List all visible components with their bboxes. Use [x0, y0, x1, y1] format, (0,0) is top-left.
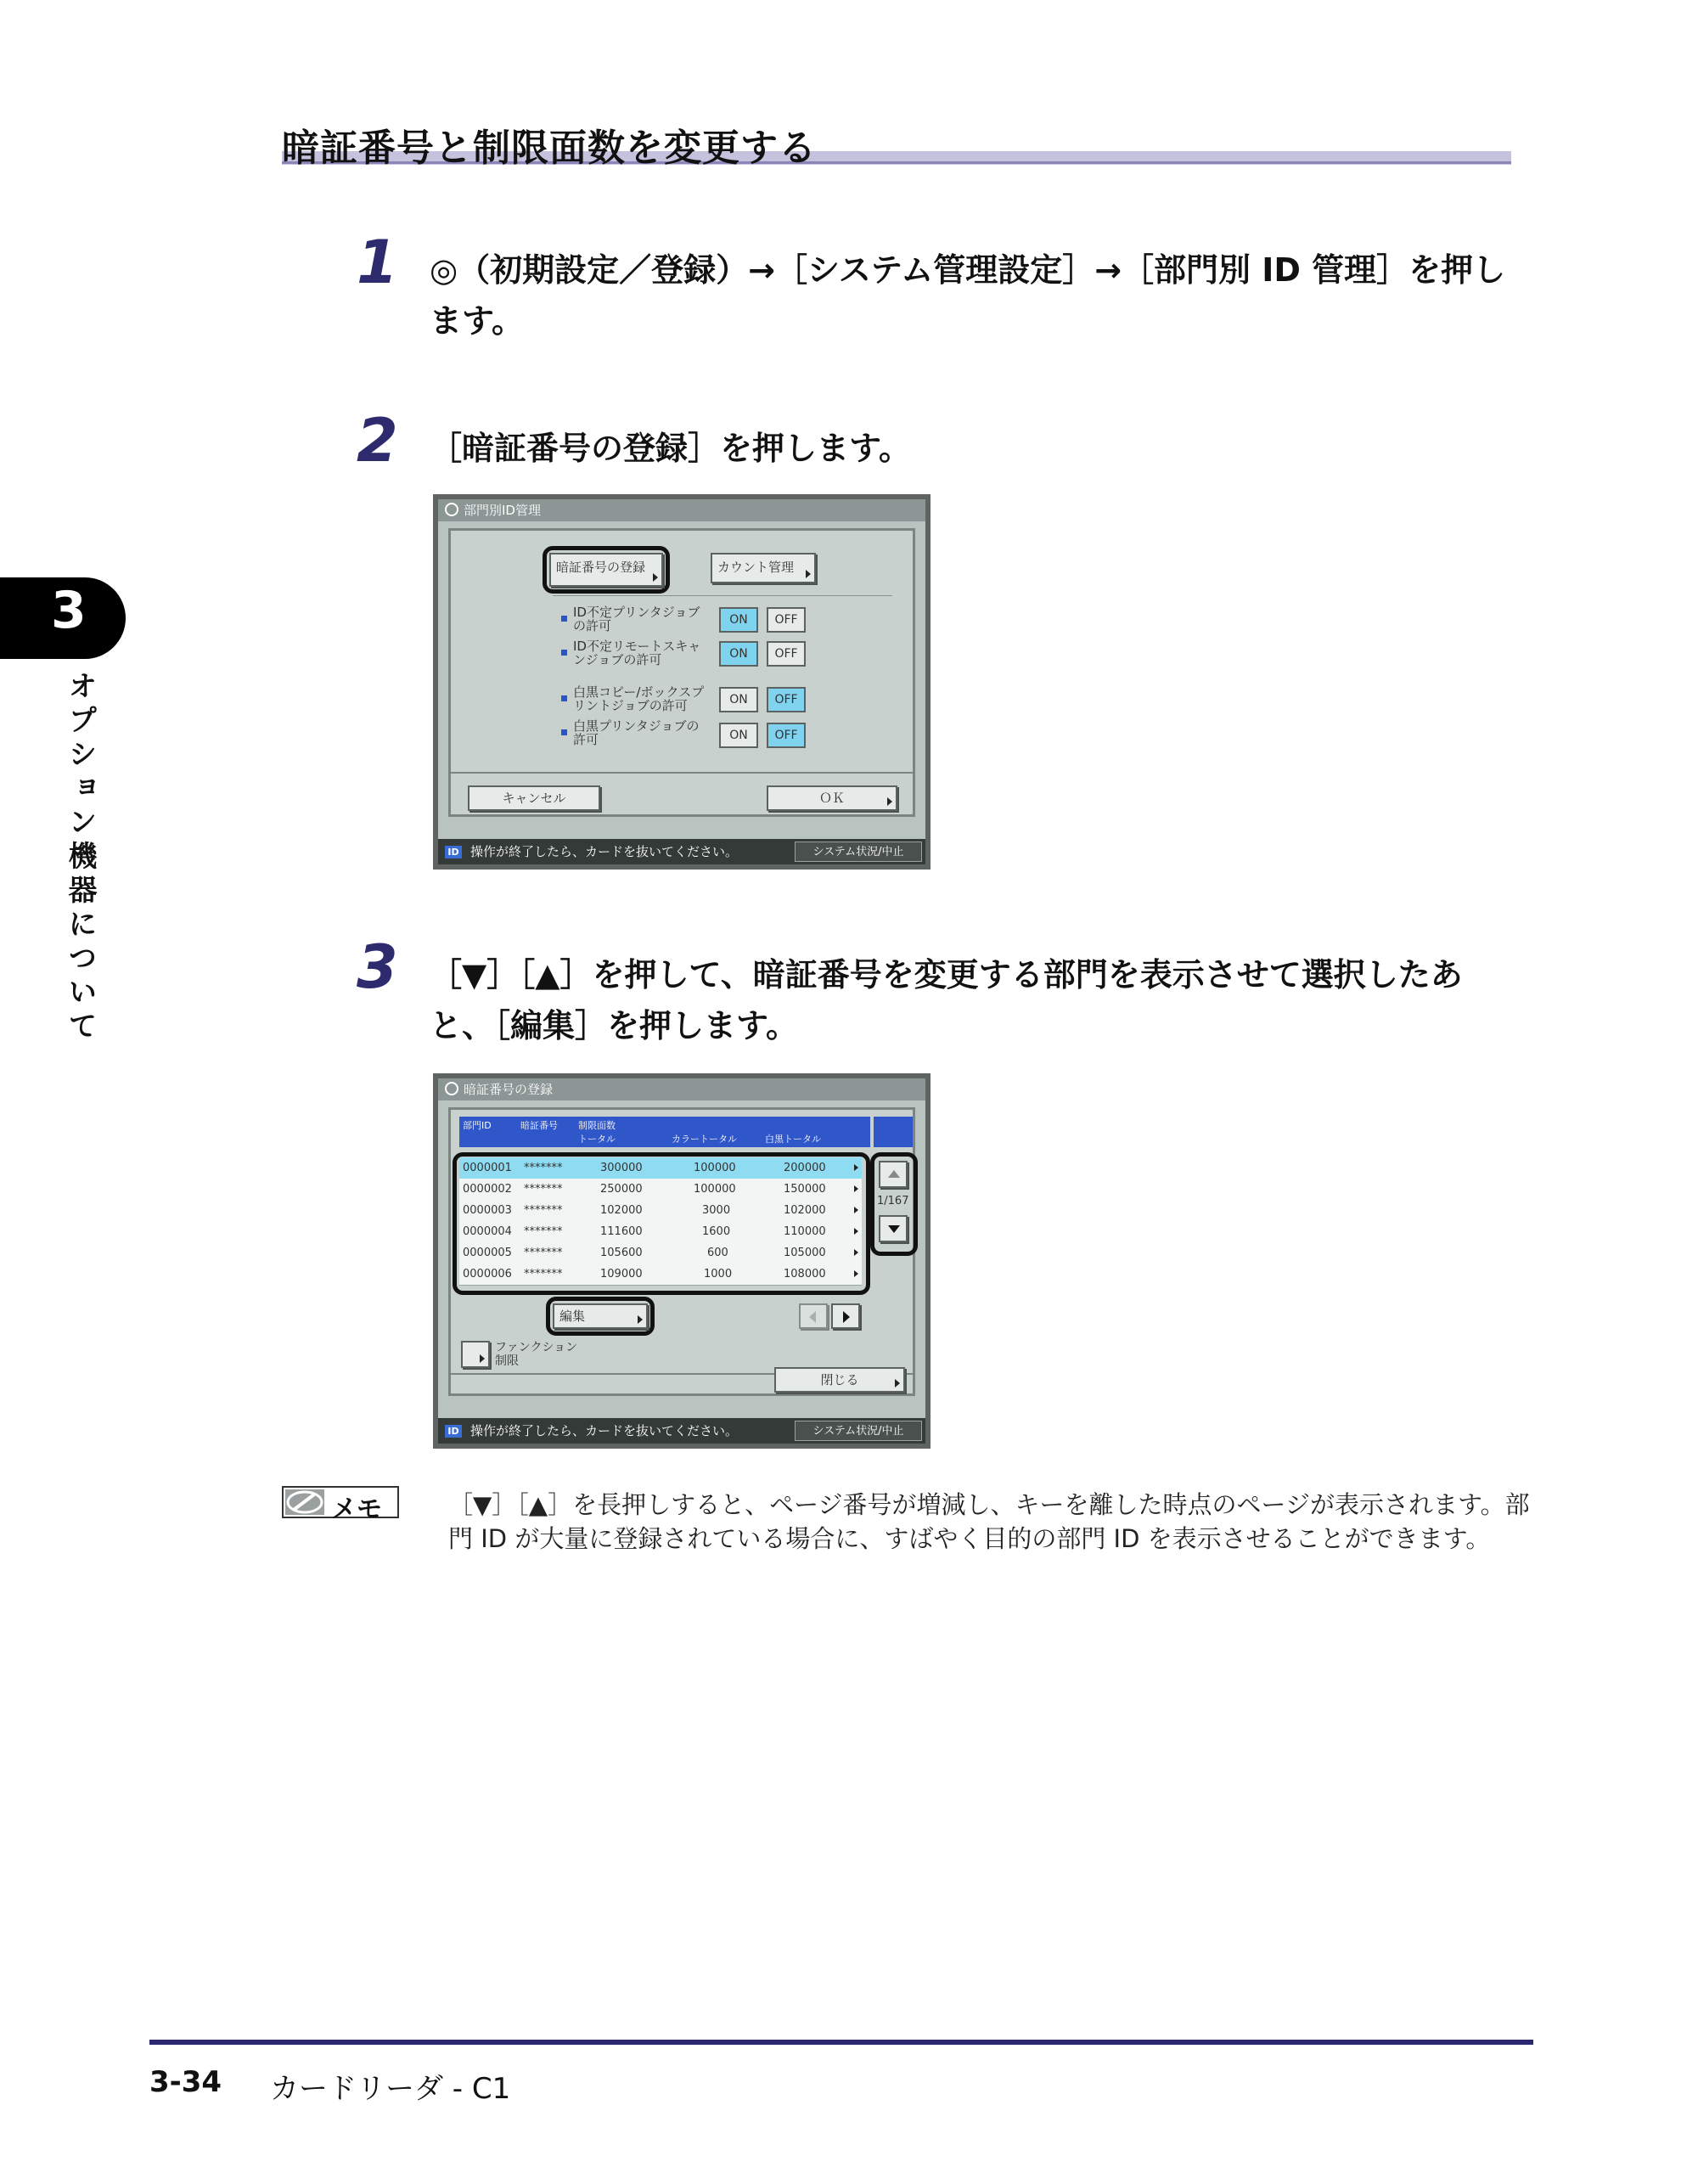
cell-id: 0000003: [463, 1204, 512, 1217]
status-message: 操作が終了したら、カードを抜いてください。: [470, 1423, 739, 1438]
header-bw-total: 白黒トータル: [765, 1134, 821, 1145]
settings-panel: [448, 528, 915, 817]
cell-bw: 102000: [784, 1204, 826, 1217]
arrow-right-icon: [854, 1228, 858, 1235]
table-row[interactable]: [459, 1242, 862, 1264]
cell-bw: 110000: [784, 1225, 826, 1238]
page-number: 3-34: [149, 2065, 222, 2099]
cell-total: 105600: [600, 1247, 643, 1259]
cell-color: 100000: [694, 1162, 736, 1174]
cell-id: 0000005: [463, 1247, 512, 1259]
list-panel: [448, 1107, 915, 1396]
step-number: 2: [357, 406, 398, 476]
function-limit-label: ファンクション制限: [495, 1341, 578, 1368]
close-button[interactable]: [774, 1367, 905, 1393]
footer-title: カードリーダ - C1: [270, 2072, 511, 2106]
enter-icon: [887, 797, 892, 806]
header-total: トータル: [578, 1134, 616, 1145]
on-toggle[interactable]: ON: [719, 641, 758, 667]
arrow-right-icon: [854, 1249, 858, 1256]
arrow-right-icon: [806, 570, 811, 578]
system-status-button[interactable]: システム状況/中止: [795, 1421, 922, 1441]
cell-bw: 200000: [784, 1162, 826, 1174]
cell-total: 102000: [600, 1204, 643, 1217]
scroll-up-button[interactable]: [879, 1161, 908, 1188]
screen-title: 部門別ID管理: [464, 503, 541, 518]
step-number: 3: [357, 932, 398, 1002]
page-indicator: 1/167: [877, 1195, 909, 1207]
arrow-right-icon: [653, 573, 658, 582]
table-row[interactable]: [459, 1264, 862, 1286]
ok-label: ＯＫ: [818, 791, 845, 806]
status-bar: [438, 839, 925, 864]
arrow-right-icon: [854, 1270, 858, 1277]
memo-label: メモ: [331, 1494, 382, 1524]
cell-color: 1600: [702, 1225, 731, 1238]
option-label: 白黒コピー/ボックスプリントジョブの許可: [573, 684, 705, 713]
scroll-down-button[interactable]: [879, 1215, 908, 1242]
cell-total: 250000: [600, 1183, 643, 1196]
table-row[interactable]: [459, 1221, 862, 1243]
on-toggle[interactable]: ON: [719, 723, 758, 748]
on-toggle[interactable]: ON: [719, 607, 758, 633]
cell-color: 600: [707, 1247, 728, 1259]
page-right-button[interactable]: [831, 1303, 860, 1329]
arrow-right-icon: [854, 1207, 858, 1213]
arrow-right-icon: [480, 1354, 485, 1363]
enter-icon: [895, 1379, 900, 1388]
status-message: 操作が終了したら、カードを抜いてください。: [470, 844, 739, 859]
step-text: ◎（初期設定／登録）→［システム管理設定］→［部門別 ID 管理］を押します。: [430, 251, 1506, 340]
off-toggle[interactable]: OFF: [767, 607, 806, 633]
triangle-right-icon: [843, 1311, 850, 1323]
option-label: ID不定リモートスキャンジョブの許可: [573, 639, 701, 667]
page-left-button[interactable]: [799, 1303, 828, 1329]
screen-title-bar: [438, 499, 925, 521]
cell-pin: *******: [524, 1225, 563, 1238]
cell-bw: 150000: [784, 1183, 826, 1196]
register-pin-button[interactable]: [549, 553, 663, 587]
footer-rule: [149, 2040, 1533, 2045]
settings-icon: [445, 503, 458, 516]
table-row[interactable]: [459, 1157, 862, 1179]
triangle-down-icon: [888, 1225, 900, 1233]
edit-button[interactable]: [553, 1303, 648, 1329]
cell-bw: 105000: [784, 1247, 826, 1259]
pin-registration-screen: [433, 1073, 931, 1449]
memo-text: ［▼］［▲］を長押しすると、ページ番号が増減し、キーを離した時点のページが表示されます。部門 ID が大量に登録されている場合に、すばやく目的の部門 ID を表示させることができます。: [448, 1490, 1530, 1553]
triangle-up-icon: [888, 1170, 900, 1178]
cell-pin: *******: [524, 1162, 563, 1174]
bullet-icon: [561, 616, 567, 622]
off-toggle[interactable]: OFF: [767, 641, 806, 667]
cell-id: 0000002: [463, 1183, 512, 1196]
count-management-label: カウント管理: [717, 560, 795, 575]
cell-total: 300000: [600, 1162, 643, 1174]
settings-icon: [445, 1082, 458, 1095]
triangle-left-icon: [809, 1311, 816, 1323]
screen-title: 暗証番号の登録: [464, 1082, 554, 1097]
screen-title-bar: [438, 1078, 925, 1100]
close-label: 閉じる: [820, 1372, 859, 1388]
table-header: [459, 1117, 870, 1147]
chapter-number: 3: [51, 581, 87, 640]
arrow-right-icon: [854, 1185, 858, 1192]
arrow-right-icon: [854, 1164, 858, 1171]
id-badge: ID: [445, 846, 462, 858]
divider: [553, 595, 892, 596]
option-label: ID不定プリンタジョブの許可: [573, 605, 700, 633]
cell-color: 1000: [704, 1268, 733, 1281]
edit-label: 編集: [559, 1309, 586, 1324]
cell-total: 109000: [600, 1268, 643, 1281]
cell-color: 3000: [702, 1204, 731, 1217]
table-header-end: [874, 1117, 913, 1147]
cell-pin: *******: [524, 1247, 563, 1259]
system-status-button[interactable]: システム状況/中止: [795, 842, 922, 862]
off-toggle[interactable]: OFF: [767, 687, 806, 712]
bullet-icon: [561, 729, 567, 735]
dept-id-management-screen: [433, 494, 931, 870]
option-label: 白黒プリンタジョブの許可: [573, 718, 700, 747]
cell-id: 0000006: [463, 1268, 512, 1281]
cancel-button[interactable]: キャンセル: [468, 785, 600, 811]
step-number: 1: [357, 228, 398, 297]
header-limit: 制限面数: [578, 1120, 616, 1131]
register-pin-label: 暗証番号の登録: [556, 560, 646, 575]
section-title: 暗証番号と制限面数を変更する: [282, 127, 817, 170]
off-toggle[interactable]: OFF: [767, 723, 806, 748]
bullet-icon: [561, 650, 567, 656]
chapter-label: オプション機器について: [63, 671, 97, 1044]
cell-id: 0000001: [463, 1162, 512, 1174]
function-limit-button[interactable]: [461, 1341, 490, 1368]
cell-pin: *******: [524, 1183, 563, 1196]
status-bar: [438, 1418, 925, 1444]
step-text: ［暗証番号の登録］を押します。: [430, 430, 911, 467]
header-pin: 暗証番号: [520, 1120, 558, 1131]
table-row[interactable]: [459, 1179, 862, 1201]
cell-total: 111600: [600, 1225, 643, 1238]
header-dept-id: 部門ID: [463, 1120, 492, 1131]
bullet-icon: [561, 695, 567, 701]
pencil-glyph-icon: [285, 1489, 324, 1515]
id-badge: ID: [445, 1425, 462, 1438]
count-management-button[interactable]: [711, 553, 816, 583]
cell-id: 0000004: [463, 1225, 512, 1238]
divider: [451, 772, 913, 774]
arrow-right-icon: [638, 1315, 643, 1324]
step-text: ［▼］［▲］を押して、暗証番号を変更する部門を表示させて選択したあと、［編集］を押します。: [430, 956, 1463, 1044]
cell-color: 100000: [694, 1183, 736, 1196]
table-row[interactable]: [459, 1200, 862, 1222]
on-toggle[interactable]: ON: [719, 687, 758, 712]
ok-button[interactable]: [767, 785, 897, 811]
pencil-icon: [285, 1489, 324, 1515]
header-color-total: カラートータル: [672, 1134, 737, 1145]
dept-table: [459, 1157, 863, 1288]
cell-bw: 108000: [784, 1268, 826, 1281]
cell-pin: *******: [524, 1268, 563, 1281]
cell-pin: *******: [524, 1204, 563, 1217]
